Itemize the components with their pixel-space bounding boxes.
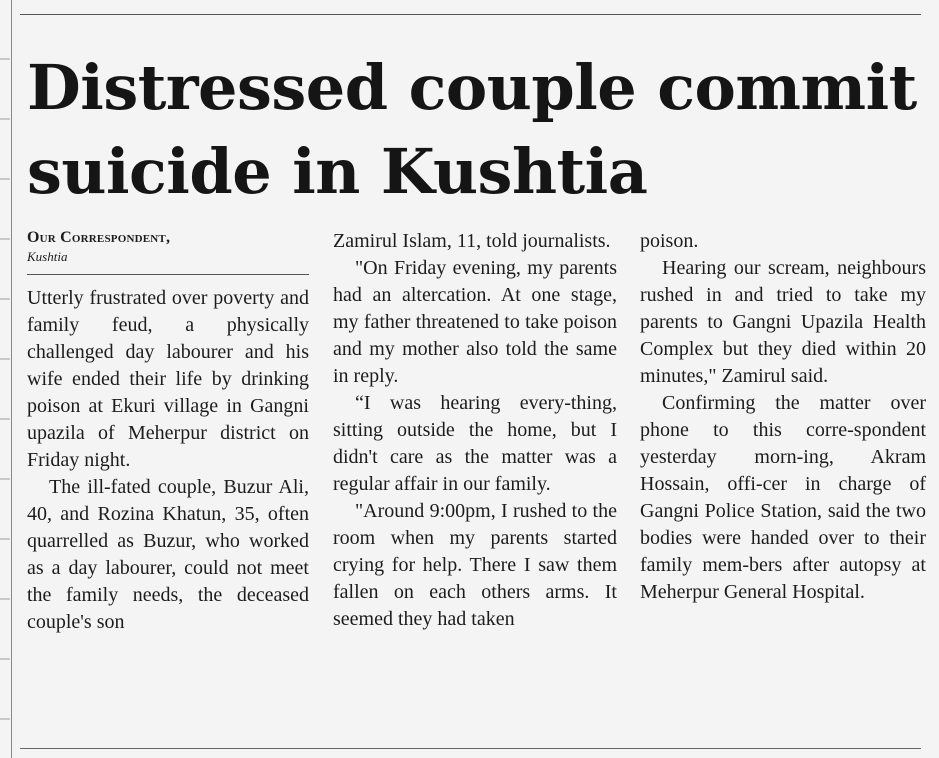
paragraph: Zamirul Islam, 11, told journalists. [333,230,611,252]
top-rule [20,14,921,15]
article-column-1 [27,228,309,636]
headline: Distressed couple commit suicide in Kushtia [27,51,917,208]
byline-name: Our Correspondent, [27,229,171,246]
paragraph: "On Friday evening, my parents had an altercation. At one stage, my father threatened to take poison and my mother also told the same in reply. [333,257,617,387]
paragraph: The ill-fated couple, Buzur Ali, 40, and Rozina Khatun, 35, often quarrelled as Buzur, who worked as a day labourer, could not meet the family needs, the deceased couple's son [27,476,309,633]
article-column-3 [640,228,926,606]
paragraph: “I was hearing every-thing, sitting outside the home, but I didn't care as the matter was a regular affair in our family. [333,392,617,495]
paragraph: Utterly frustrated over poverty and family feud, a physically challenged day labourer and his wife ended their life by drinking poison at Ekuri village in Gangni upazila of Meherpur district on Friday night. [27,287,309,471]
paragraph: "Around 9:00pm, I rushed to the room when my parents started crying for help. There I saw them fallen on each others arms. It seemed they had taken [333,500,617,630]
paragraph: poison. [640,230,699,252]
byline-rule [27,274,309,275]
byline [27,228,309,266]
paragraph: Hearing our scream, neighbours rushed in and tried to take my parents to Gangni Upazila Health Complex but they died within 20 minutes," Zamirul said. [640,257,926,387]
left-column-rule [11,0,12,758]
bottom-rule [20,748,921,749]
paragraph: Confirming the matter over phone to this corre-spondent yesterday morn-ing, Akram Hossain, offi-cer in charge of Gangni Police Station, said the two bodies were handed over to their family mem-bers after autopsy at Meherpur General Hospital. [640,392,926,603]
article-column-2 [333,228,617,633]
left-margin-marks [0,0,10,758]
byline-place: Kushtia [27,249,68,264]
